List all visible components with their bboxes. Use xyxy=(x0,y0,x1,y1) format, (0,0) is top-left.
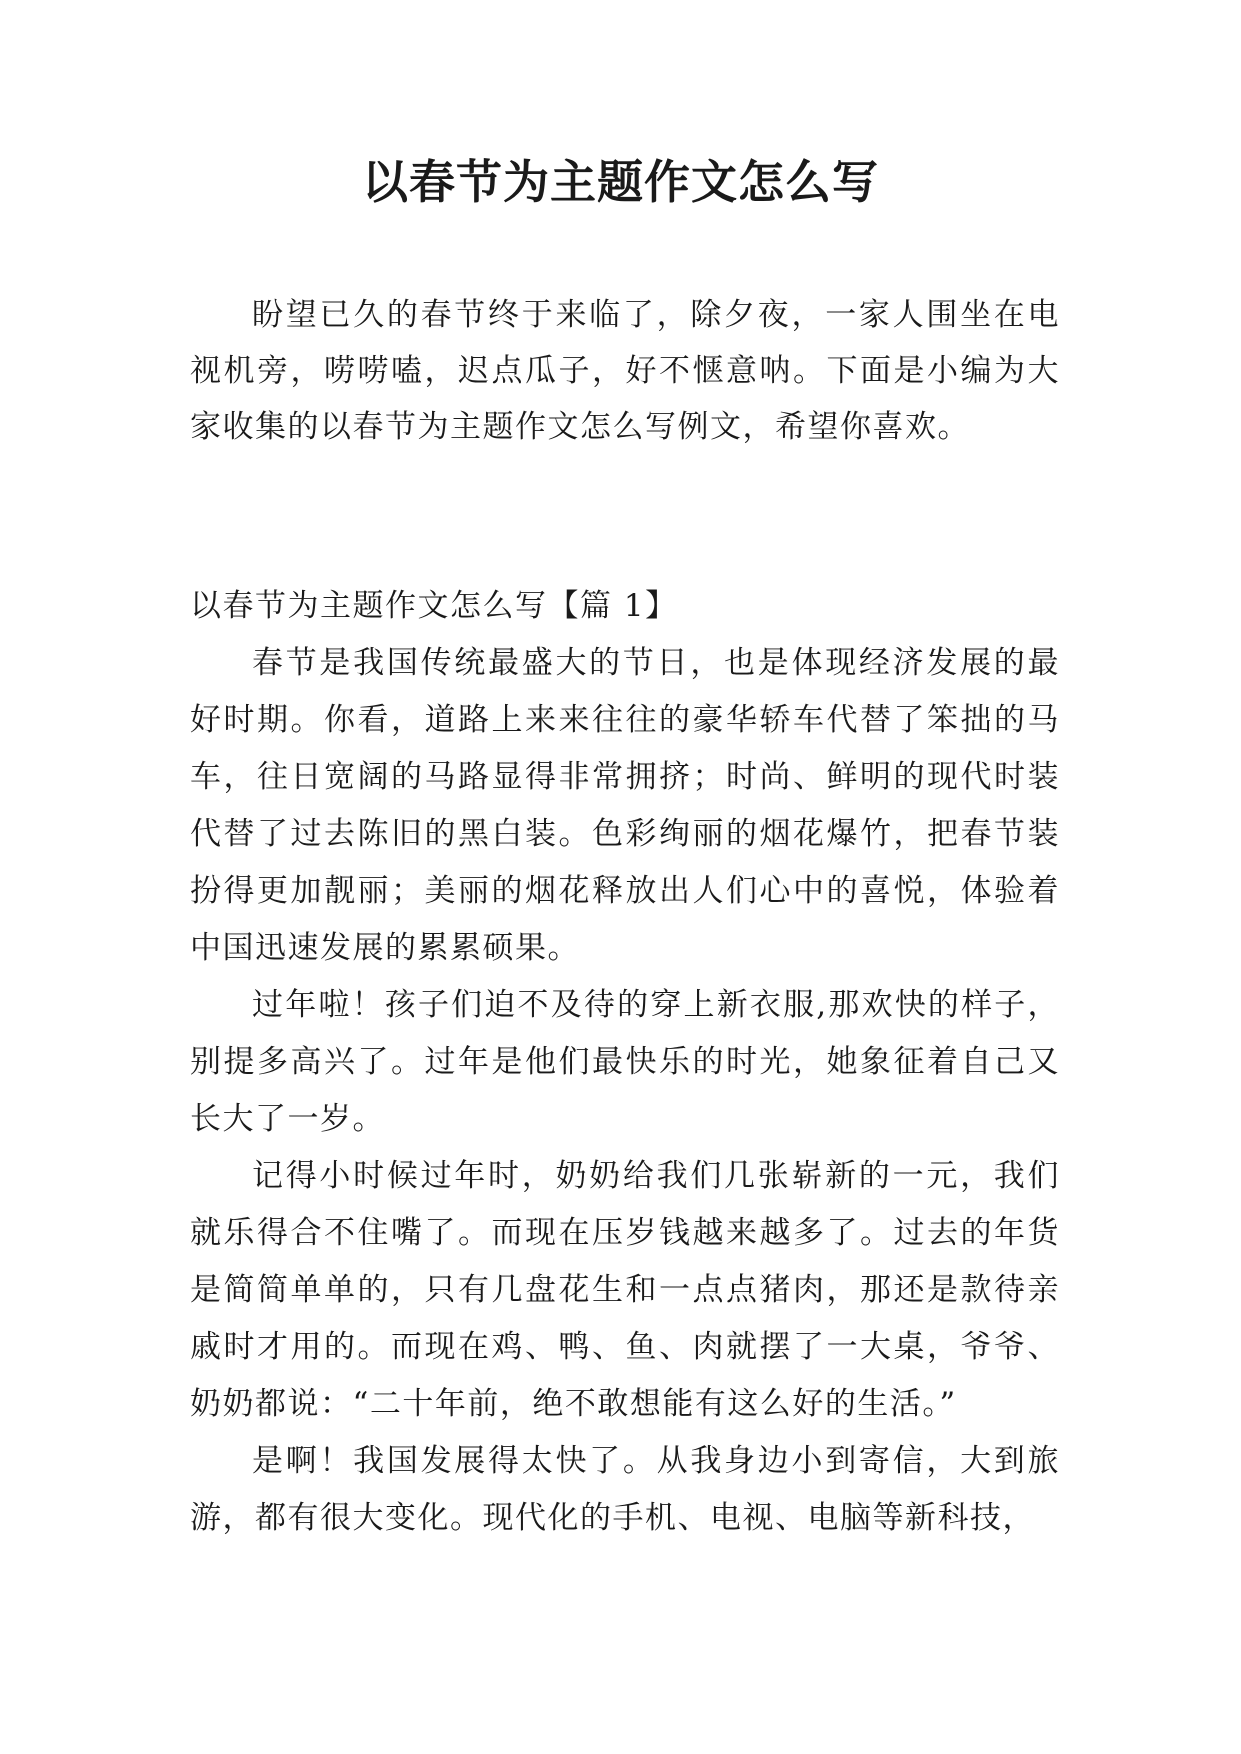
body-paragraph-4: 是啊！我国发展得太快了。从我身边小到寄信，大到旅游，都有很大变化。现代化的手机、电视、电脑等新科技， xyxy=(190,1443,1060,1536)
intro-section xyxy=(190,287,1060,455)
article-section xyxy=(190,578,1060,1547)
body-paragraph-2: 过年啦！孩子们迫不及待的穿上新衣服,那欢快的样子，别提多高兴了。过年是他们最快乐的时光，她象征着自己又长大了一岁。 xyxy=(190,987,1060,1137)
section-heading: 以春节为主题作文怎么写【篇 1】 xyxy=(190,588,678,624)
body-paragraph-3: 记得小时候过年时，奶奶给我们几张崭新的一元，我们就乐得合不住嘴了。而现在压岁钱越来越多了。过去的年货是简简单单的，只有几盘花生和一点点猪肉，那还是款待亲戚时才用的。而现在鸡、鸭、鱼、肉就摆了一大桌，爷爷、奶奶都说：“二十年前，绝不敢想能有这么好的生活。” xyxy=(190,1158,1060,1422)
body-paragraph-1: 春节是我国传统最盛大的节日，也是体现经济发展的最好时期。你看，道路上来来往往的豪华轿车代替了笨拙的马车，往日宽阔的马路显得非常拥挤；时尚、鲜明的现代时装代替了过去陈旧的黑白装。色彩绚丽的烟花爆竹，把春节装扮得更加靓丽；美丽的烟花释放出人们心中的喜悦，体验着中国迅速发展的累累硕果。 xyxy=(190,645,1060,966)
intro-paragraph: 盼望已久的春节终于来临了，除夕夜，一家人围坐在电视机旁，唠唠嗑，迟点瓜子，好不惬意呐。下面是小编为大家收集的以春节为主题作文怎么写例文，希望你喜欢。 xyxy=(190,297,1060,445)
document-title: 以春节为主题作文怎么写 xyxy=(362,155,879,209)
